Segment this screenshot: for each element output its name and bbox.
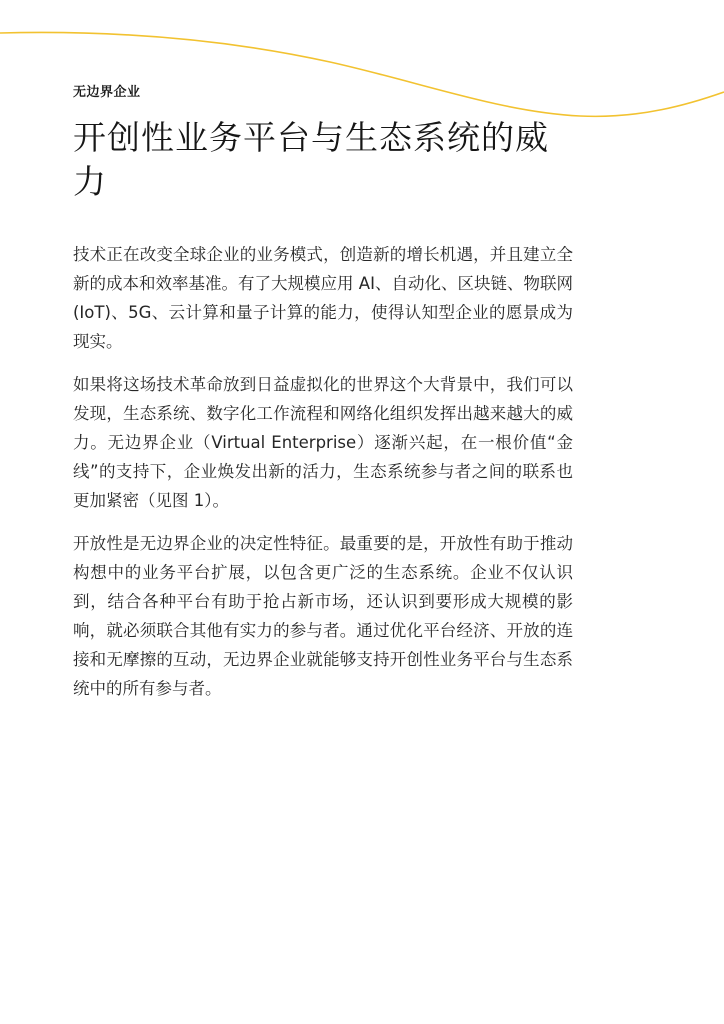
body-text	[73, 240, 573, 703]
paragraph-3: 开放性是无边界企业的决定性特征。最重要的是，开放性有助于推动构想中的业务平台扩展，以包含更广泛的生态系统。企业不仅认识到，结合各种平台有助于抢占新市场，还认识到要形成大规模的影响，就必须联合其他有实力的参与者。通过优化平台经济、开放的连接和无摩擦的互动，无边界企业就能够支持开创性业务平台与生态系统中的所有参与者。	[73, 534, 573, 698]
paragraph-2: 如果将这场技术革命放到日益虚拟化的世界这个大背景中，我们可以发现，生态系统、数字化工作流程和网络化组织发挥出越来越大的威力。无边界企业（Virtual Enterprise）逐渐兴起，在一根价值“金线”的支持下，企业焕发出新的活力，生态系统参与者之间的联系也更加紧密（见图 1）。	[73, 375, 573, 510]
document-content	[73, 84, 573, 717]
paragraph-1: 技术正在改变全球企业的业务模式，创造新的增长机遇，并且建立全新的成本和效率基准。有了大规模应用 AI、自动化、区块链、物联网 (IoT)、5G、云计算和量子计算的能力，使得认知型企业的愿景成为现实。	[73, 245, 573, 351]
page-title: 开创性业务平台与生态系统的威力	[73, 118, 549, 201]
section-label: 无边界企业	[73, 85, 141, 100]
